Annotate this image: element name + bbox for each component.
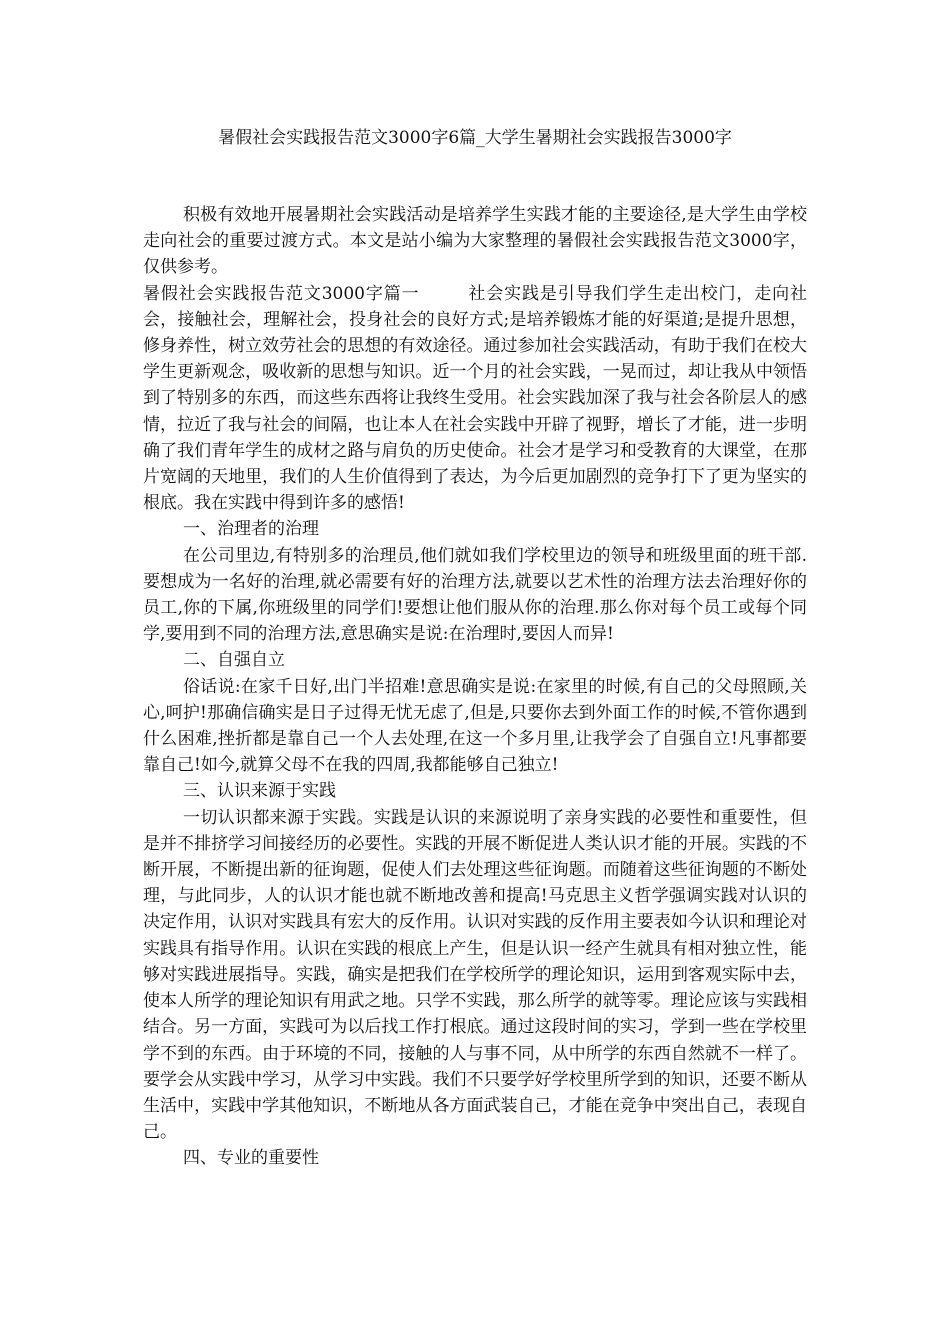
document-title: 暑假社会实践报告范文3000字6篇_大学生暑期社会实践报告3000字 [218, 128, 732, 148]
heading-self-reliance: 二、自强自立 [183, 650, 285, 671]
paragraph-knowledge-from-practice: 一切认识都来源于实践。实践是认识的来源说明了亲身实践的必要性和重要性，但是并不排挤学习间接经历的必要性。实践的开展不断促进人类认识才能的开展。实践的不断开展，不断提出新的征询题，促使人们去处理这些征询题。而随着这些征询题的不断处理，与此同步，人的认识才能也就不断地改善和提高!马克思主义哲学强调实践对认识的决定作用，认识对实践具有宏大的反作用。认识对实践的反作用主要表如今认识和理论对实践具有指导作用。认识在实践的根底上产生，但是认识一经产生就具有相对独立性，能够对实践进展指导。实践，确实是把我们在学校所学的理论知识，运用到客观实际中去，使本人所学的理论知识有用武之地。只学不实践，那么所学的就等零。理论应该与实践相结合。另一方面，实践可为以后找工作打根底。通过这段时间的实习，学到一些在学校里学不到的东西。由于环境的不同，接触的人与事不同，从中所学的东西自然就不一样了。要学会从实践中学习，从学习中实践。我们不只要学好学校里所学到的知识，还要不断从生活中，实践中学其他知识，不断地从各方面武装自己，才能在竞争中突出自己，表现自己。 [143, 807, 807, 1143]
heading-management: 一、治理者的治理 [183, 519, 319, 540]
document-body [143, 202, 807, 1172]
heading-importance-of-major: 四、专业的重要性 [183, 1148, 319, 1169]
paragraph-self-reliance: 俗话说:在家千日好,出门半招难!意思确实是说:在家里的时候,有自己的父母照顾,关心,呵护!那确信确实是日子过得无忧无虑了,但是,只要你去到外面工作的时候,不管你遇到什么困难,挫折都是靠自己一个人去处理,在这一个多月里,让我学会了自强自立!凡事都要靠自己!如今,就算父母不在我的四周,我都能够自己独立! [143, 676, 807, 776]
section-one-label: 暑假社会实践报告范文3000字篇一 [143, 283, 420, 304]
section-one-paragraph [143, 281, 807, 517]
heading-knowledge-from-practice: 三、认识来源于实践 [183, 781, 336, 802]
intro-paragraph: 积极有效地开展暑期社会实践活动是培养学生实践才能的主要途径,是大学生由学校走向社会的重要过渡方式。本文是站小编为大家整理的暑假社会实践报告范文3000字，仅供参考。 [143, 205, 807, 278]
paragraph-management: 在公司里边,有特别多的治理员,他们就如我们学校里边的领导和班级里面的班干部.要想成为一名好的治理,就必需要有好的治理方法,就要以艺术性的治理方法去治理好你的员工,你的下属,你班级里的同学们!要想让他们服从你的治理.那么你对每个员工或每个同学,要用到不同的治理方法,意思确实是说:在治理时,要因人而异! [143, 545, 807, 645]
section-one-body: 社会实践是引导我们学生走出校门，走向社会，接触社会，理解社会，投身社会的良好方式;是培养锻炼才能的好渠道;是提升思想，修身养性，树立效劳社会的思想的有效途径。通过参加社会实践活动，有助于我们在校大学生更新观念，吸收新的思想与知识。近一个月的社会实践，一晃而过，却让我从中领悟到了特别多的东西，而这些东西将让我终生受用。社会实践加深了我与社会各阶层人的感情，拉近了我与社会的间隔，也让本人在社会实践中开辟了视野，增长了才能，进一步明确了我们青年学生的成材之路与肩负的历史使命。社会才是学习和受教育的大课堂，在那片宽阔的天地里，我们的人生价值得到了表达，为今后更加剧烈的竞争打下了更为坚实的根底。我在实践中得到许多的感悟! [143, 283, 808, 514]
